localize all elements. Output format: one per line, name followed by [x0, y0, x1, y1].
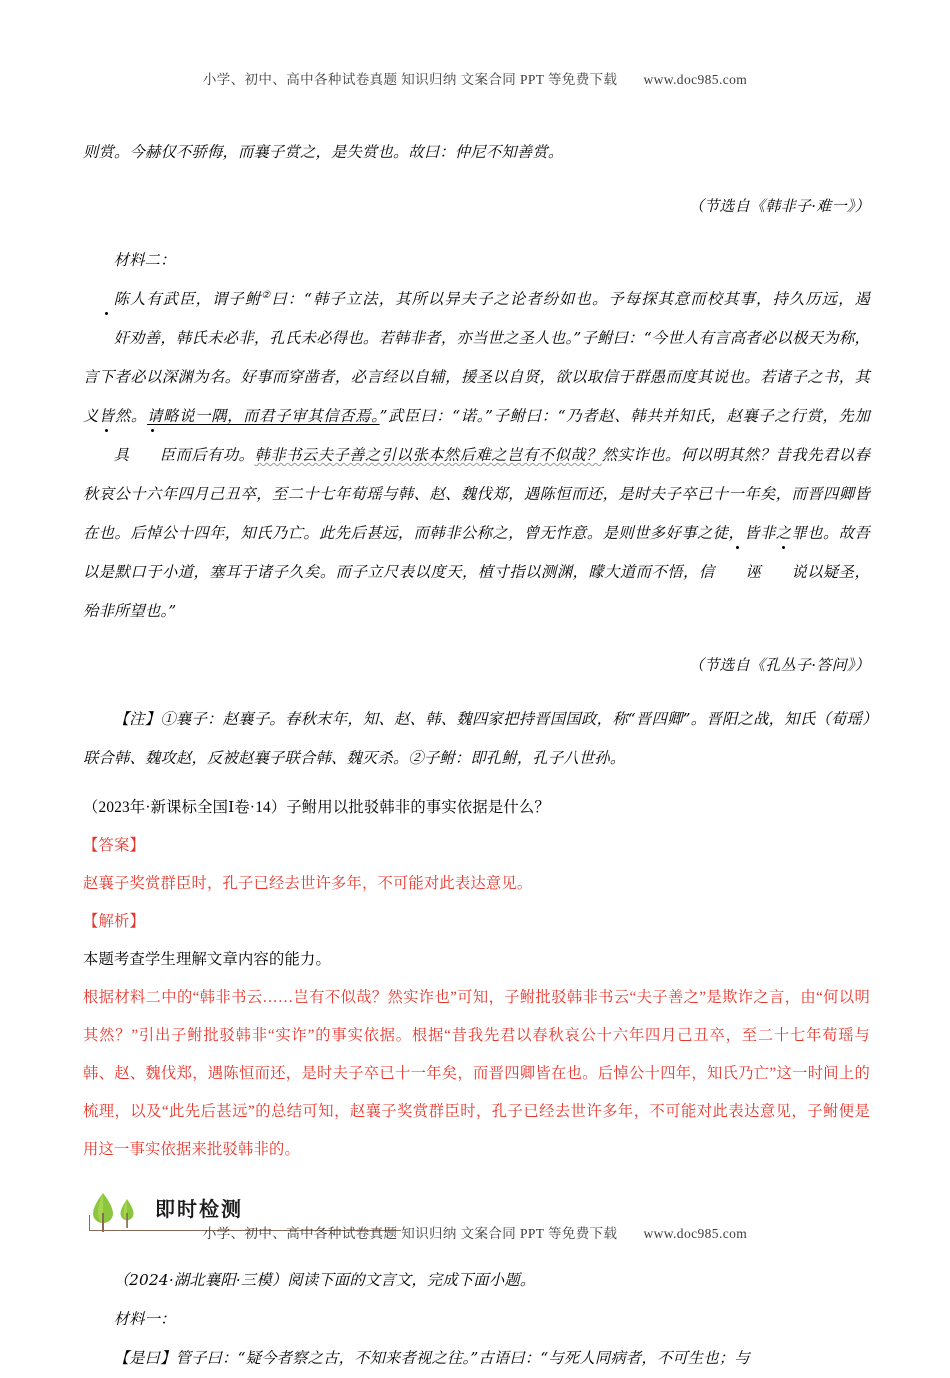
mt-seg-a: 陈人有武臣，谓子鲋 [113, 290, 262, 308]
mt-seg-f: 然实诈也。何以明其然？昔我先君以春秋哀公十六年四月己丑卒，至二十七年荀瑶与韩、赵、魏伐郑，遇陈恒而还，是时夫子卒已十一年矣，而晋四卿皆在也。后悼公十四年，知氏乃亡。此先后甚远，而韩非公称之，曾无怍意。是则世多好事之徒，皆非之罪也。故吾以是默口于小道，塞耳于诸子久矣。而子立尺表以度天，植寸指以测渊，矇大道而不悟，信 [83, 446, 870, 581]
answer-tag: 【答案】 [83, 837, 145, 854]
wavy-underlined-sentence: 韩非书云夫子善之引以张本然后难之岂有不似哉？ [254, 446, 602, 464]
next-material-label: 材料一： [113, 1310, 176, 1328]
emphasis-dot-text-3: 诬 说 [715, 563, 807, 581]
mt-seg-d: ”武臣曰：“诺。”子鲋曰：“乃者赵、韩共并知氏，赵襄子之行赏，先加 [379, 407, 870, 425]
answer-text: 赵襄子奖赏群臣时，孔子已经去世许多年，不可能对此表达意见。 [83, 875, 533, 892]
running-foot [0, 1222, 950, 1242]
analysis-line-2: 根据材料二中的“韩非书云……岂有不似哉？然实诈也”可知，子鲋批驳韩非书云“夫子善之”是欺诈之言，由“何以明其然？”引出子鲋批驳韩非“实诈”的事实依据。根据“昔我先君以春秋哀公十六年四月己丑卒，至二十七年荀瑶与韩、赵、魏伐郑，遇陈恒而还，是时夫子卒已十一年矣，而晋四卿皆在也。后悼公十四年，知氏乃亡”这一时间上的梳理，以及“此先后甚远”的总结可知，赵襄子奖赏群臣时，孔子已经去世许多年，不可能对此表达意见，子鲋便是用这一事实依据来批驳韩非的。 [83, 989, 870, 1158]
running-foot-url: www.doc985.com [643, 1226, 748, 1241]
material-two-paragraph [83, 280, 870, 631]
material-two-attribution: （节选自《孔丛子·答问》） [688, 656, 870, 674]
mt-seg-b: 曰：“韩子立法，其所以异夫子之论者纷如也。予每探其意而校其事，持久历远，遏 [271, 290, 870, 308]
running-head [0, 68, 950, 88]
mt-seg-c: 劝善，韩氏未必非，孔氏未必得也。若韩非者，亦当世之圣人也。”子鲋曰：“今世人有言高者必以极天为称，言下者必以深渊为名。好事而穿凿者，必言经以自辅，援圣以自贤，欲以取信于群愚而度其说也。若诸子之书，其义皆然。 [83, 329, 870, 425]
underlined-sentence: 请略说一隅，而君子审其信否焉。 [147, 407, 380, 425]
mt-seg-e: 而后有功。 [175, 446, 255, 464]
note-ref-2: ② [261, 289, 272, 301]
emphasis-dot-text-2: 具 臣 [83, 446, 175, 464]
next-question-prompt: （2024·湖北襄阳·三模）阅读下面的文言文，完成下面小题。 [113, 1271, 536, 1289]
material-one-tail: 则赏。今赫仅不骄侮，而襄子赏之，是失赏也。故曰：仲尼不知善赏。 [83, 143, 564, 161]
running-foot-text: 小学、初中、高中各种试卷真题 知识归纳 文案合同 PPT 等免费下载 [202, 1226, 618, 1241]
mt-seg-g: 以疑圣，殆非所望也。” [83, 563, 870, 620]
spacer [83, 778, 870, 789]
section-title: 即时检测 [155, 1197, 243, 1221]
next-material-text: 【是曰】管子曰：“疑今者察之古，不知来者视之往。”古语曰：“与死人同病者，不可生也；与 [113, 1349, 750, 1367]
footnotes: 【注】①襄子：赵襄子。春秋末年，知、赵、韩、魏四家把持晋国国政，称“晋四卿”。晋阳之战，知氏（荀瑶）联合韩、魏攻赵，反被赵襄子联合韩、魏灭杀。②子鲋：即孔鲋，孔子八世孙。 [83, 710, 870, 767]
emphasis-dot-text-1: 奸 [83, 319, 129, 358]
running-head-url: www.doc985.com [643, 72, 748, 87]
spacer [83, 1243, 870, 1261]
material-two-label: 材料二： [113, 251, 176, 269]
analysis-line-1: 本题考查学生理解文章内容的能力。 [83, 951, 331, 968]
analysis-tag: 【解析】 [83, 913, 145, 930]
running-head-text: 小学、初中、高中各种试卷真题 知识归纳 文案合同 PPT 等免费下载 [202, 72, 618, 87]
question-prompt: （2023年·新课标全国Ⅰ卷·14）子鲋用以批驳韩非的事实依据是什么？ [83, 799, 550, 816]
document-body [83, 133, 870, 1378]
material-one-attribution: （节选自《韩非子·难一》） [688, 197, 870, 215]
